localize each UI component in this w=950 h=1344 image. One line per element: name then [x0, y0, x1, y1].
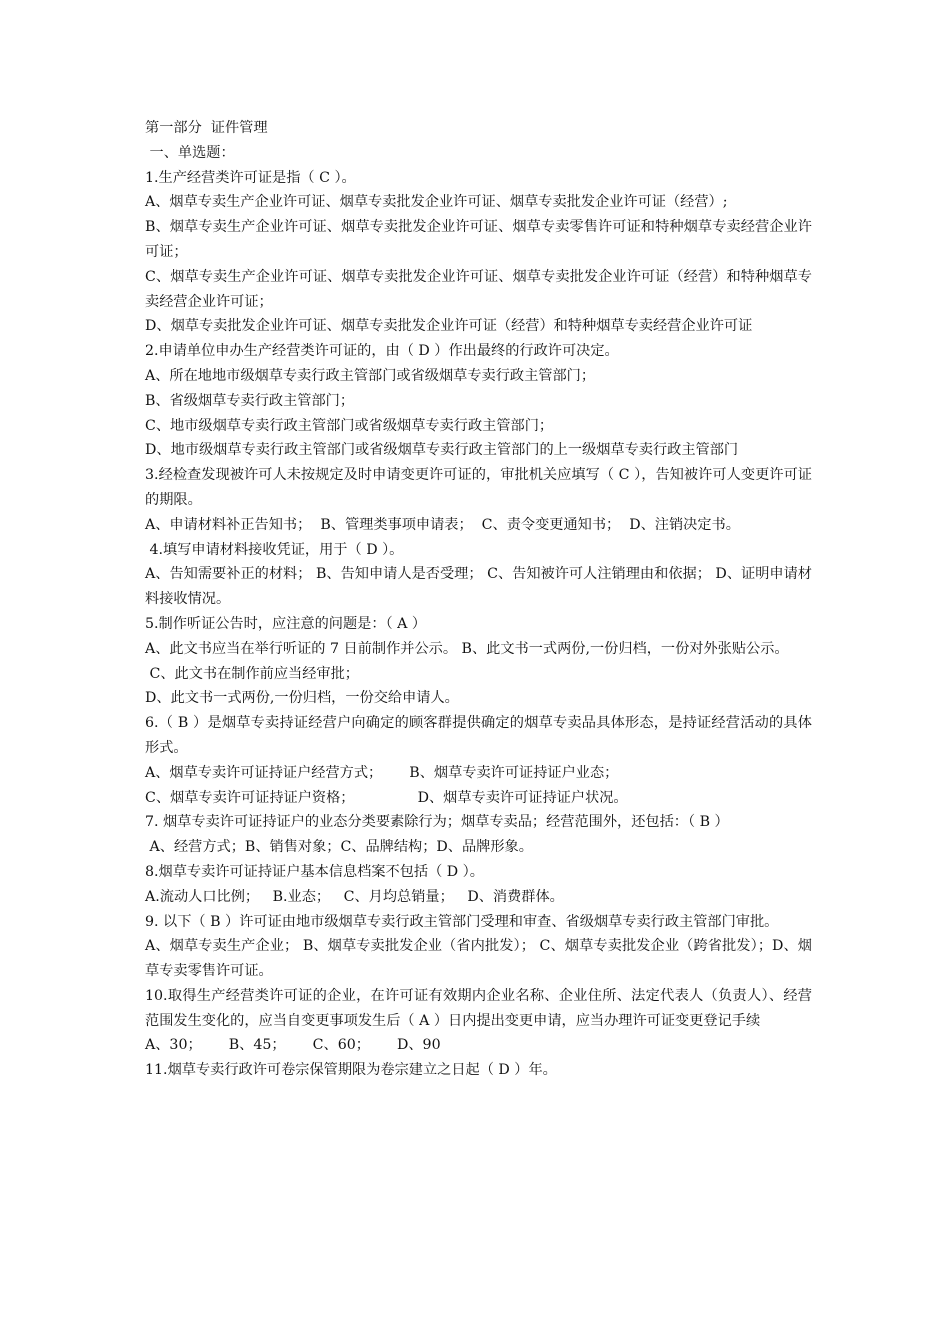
- option-line: A、所在地地市级烟草专卖行政主管部门或省级烟草专卖行政主管部门；: [145, 367, 596, 384]
- subsection-title: 一、单选题：: [145, 144, 235, 161]
- option-line: C、烟草专卖生产企业许可证、烟草专卖批发企业许可证、烟草专卖批发企业许可证（经营）和特种烟草专卖经营企业许可证；: [145, 268, 812, 310]
- option-line: B、省级烟草专卖行政主管部门；: [145, 392, 355, 409]
- option-line: A、经营方式；B、销售对象；C、品牌结构；D、品牌形象。: [145, 839, 533, 856]
- question-line: 7. 烟草专卖许可证持证户的业态分类要素除行为；烟草专卖品；经营范围外，还包括：（ B ）: [145, 814, 729, 831]
- option-line: A、此文书应当在举行听证的 7 日前制作并公示。 B、此文书一式两份,一份归档，一份对外张贴公示。: [145, 640, 789, 657]
- option-line: A、30； B、45； C、60； D、90: [145, 1037, 441, 1054]
- option-line: D、此文书一式两份,一份归档，一份交给申请人。: [145, 690, 459, 707]
- option-line: A.流动人口比例； B.业态； C、月均总销量； D、消费群体。: [145, 888, 564, 905]
- option-line: C、烟草专卖许可证持证户资格； D、烟草专卖许可证持证户状况。: [145, 789, 628, 806]
- question-line: 6.（ B ）是烟草专卖持证经营户向确定的顾客群提供确定的烟草专卖品具体形态，是持证经营活动的具体形式。: [145, 715, 812, 756]
- option-line: B、烟草专卖生产企业许可证、烟草专卖批发企业许可证、烟草专卖零售许可证和特种烟草专卖经营企业许可证；: [145, 219, 812, 260]
- option-line: C、此文书在制作前应当经审批；: [145, 665, 359, 682]
- question-line: 10.取得生产经营类许可证的企业，在许可证有效期内企业名称、企业住所、法定代表人（负责人）、经营范围发生变化的，应当自变更事项发生后（ A ）日内提出变更申请，应当办理许可证变更登记手续: [145, 987, 812, 1029]
- question-line: 5.制作听证公告时，应注意的问题是：（ A ）: [145, 615, 427, 632]
- option-line: A、烟草专卖生产企业； B、烟草专卖批发企业（省内批发）； C、烟草专卖批发企业（跨省批发）；D、烟草专卖零售许可证。: [145, 938, 812, 980]
- option-line: A、告知需要补正的材料； B、告知申请人是否受理； C、告知被许可人注销理由和依据； D、证明申请材料接收情况。: [145, 566, 812, 608]
- option-line: A、烟草专卖许可证持证户经营方式； B、烟草专卖许可证持证户业态；: [145, 764, 619, 781]
- option-line: D、烟草专卖批发企业许可证、烟草专卖批发企业许可证（经营）和特种烟草专卖经营企业许可证: [145, 318, 753, 335]
- option-line: A、申请材料补正告知书； B、管理类事项申请表； C、责令变更通知书； D、注销决定书。: [145, 516, 740, 533]
- question-line: 8.烟草专卖许可证持证户基本信息档案不包括（ D ）。: [145, 863, 484, 880]
- question-line: 9. 以下（ B ）许可证由地市级烟草专卖行政主管部门受理和审查、省级烟草专卖行政主管部门审批。: [145, 913, 779, 930]
- option-line: C、地市级烟草专卖行政主管部门或省级烟草专卖行政主管部门；: [145, 417, 554, 434]
- option-line: A、烟草专卖生产企业许可证、烟草专卖批发企业许可证、烟草专卖批发企业许可证（经营）;: [145, 194, 728, 211]
- section-title: 第一部分 证件管理: [145, 120, 268, 136]
- question-line: 3.经检查发现被许可人未按规定及时申请变更许可证的，审批机关应填写（ C ），告知被许可人变更许可证的期限。: [145, 467, 812, 508]
- question-line: 4.填写申请材料接收凭证，用于（ D ）。: [145, 541, 404, 558]
- option-line: D、地市级烟草专卖行政主管部门或省级烟草专卖行政主管部门的上一级烟草专卖行政主管部门: [145, 442, 739, 459]
- question-line: 2.申请单位申办生产经营类许可证的，由（ D ）作出最终的行政许可决定。: [145, 343, 619, 360]
- question-line: 11.烟草专卖行政许可卷宗保管期限为卷宗建立之日起（ D ）年。: [145, 1062, 557, 1079]
- document-page: [145, 116, 812, 1083]
- question-line: 1.生产经营类许可证是指（ C ）。: [145, 169, 356, 186]
